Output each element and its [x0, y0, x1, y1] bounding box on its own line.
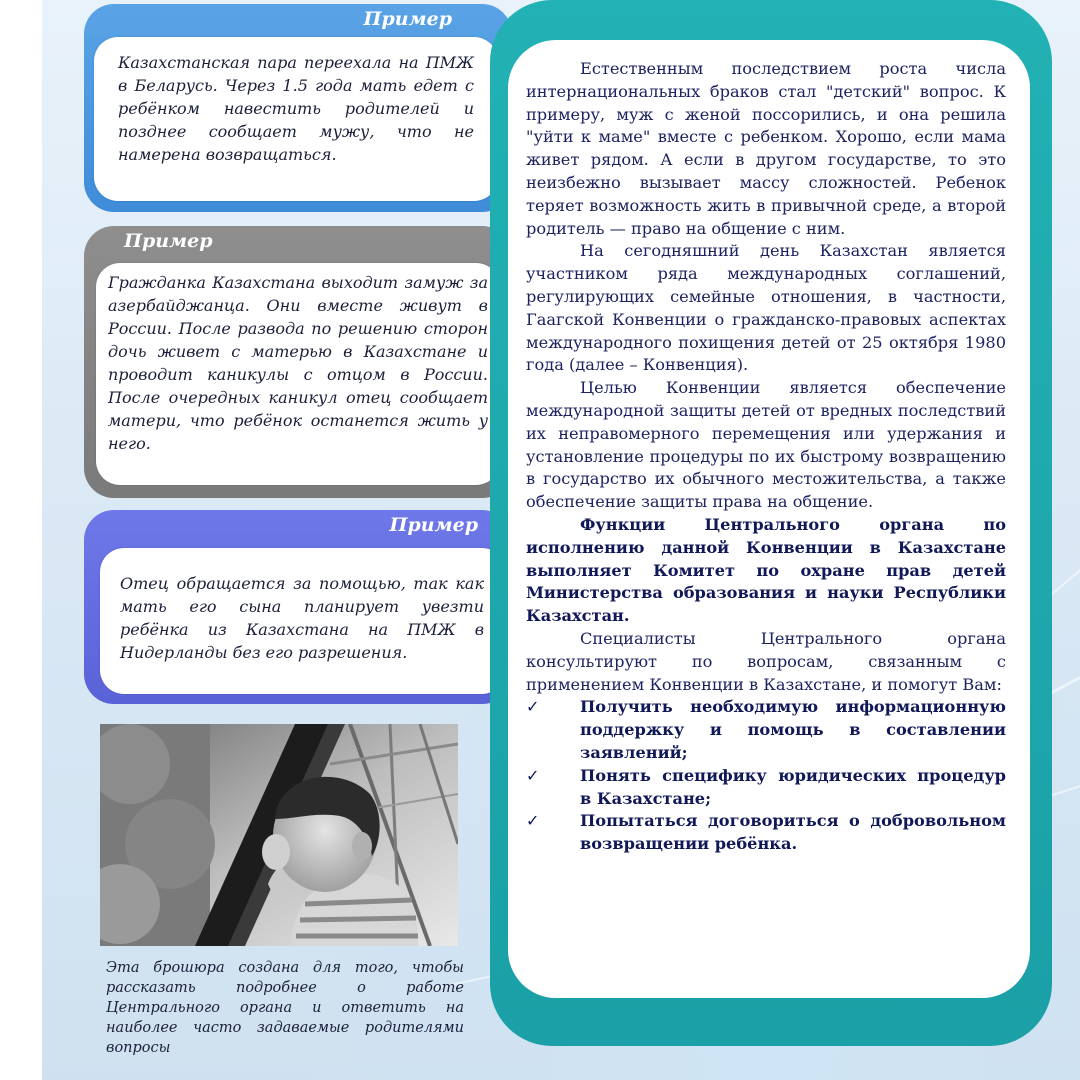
- check-icon: ✓: [526, 765, 540, 785]
- main-info-text: [526, 58, 1006, 856]
- example-text: Отец обращается за помощью, так как мать его сына планирует увезти ребёнка из Казахстана на ПМЖ в Нидерланды без его разрешения.: [120, 574, 484, 662]
- example-text: Казахстанская пара переехала на ПМЖ в Беларусь. Через 1.5 года мать едет с ребёнком навестить родителей и позднее сообщает мужу, что не намерена возвращаться.: [118, 53, 474, 164]
- paragraph-central-authority: Функции Центрального органа по исполнению данной Конвенции в Казахстане выполняет Комитет по охране прав детей Министерства образования и науки Республики Казахстан.: [526, 514, 1006, 626]
- check-item-text: Попытаться договориться о добровольном возвращении ребёнка.: [580, 811, 1006, 854]
- example-card-1: [84, 4, 512, 212]
- check-icon: ✓: [526, 811, 540, 831]
- example-title: Пример: [389, 514, 478, 536]
- check-item-text: Понять специфику юридических процедур в Казахстане;: [580, 765, 1006, 808]
- paragraph-conventions: На сегодняшний день Казахстан является участником ряда международных соглашений, регулирующих семейные отношения, в частности, Гаагской Конвенции о гражданско-правовых аспектах международного похищения детей от 25 октября 1980 года (далее – Конвенция).: [526, 241, 1006, 375]
- main-info-body: [508, 40, 1030, 998]
- example-card-3: [84, 510, 512, 704]
- example-body: [96, 263, 500, 485]
- check-icon: ✓: [526, 697, 540, 717]
- main-info-panel: [490, 0, 1052, 1046]
- brochure-caption: Эта брошюра создана для того, чтобы рассказать подробнее о работе Центрального органа и ответить на наиболее часто задаваемые родителями вопросы: [106, 960, 464, 1056]
- check-item-2: [526, 765, 1006, 811]
- check-item-text: Получить необходимую информационную поддержку и помощь в составлении заявлений;: [580, 697, 1006, 762]
- paragraph-specialists: Специалисты Центрального органа консультируют по вопросам, связанным с применением Конвенции в Казахстане, и помогут Вам:: [526, 628, 1006, 694]
- example-body: [100, 548, 506, 694]
- child-at-window-photo: [100, 724, 458, 946]
- example-title: Пример: [363, 8, 452, 30]
- check-item-3: [526, 810, 1006, 856]
- paragraph-intro: Естественным последствием роста числа интернациональных браков стал "детский" вопрос. К примеру, муж с женой поссорились, и она решила "уйти к маме" вместе с ребенком. Хорошо, если мама живет рядом. А если в другом государстве, то это неизбежно вызывает массу сложностей. Ребенок теряет возможность жить в привычной среде, а второй родитель — право на общение с ним.: [526, 59, 1006, 238]
- paragraph-goal: Целью Конвенции является обеспечение международной защиты детей от вредных последствий их неправомерного перемещения или удержания и установление процедуры по их быстрому возвращению в государство их обычного местожительства, а также обеспечение защиты права на общение.: [526, 378, 1006, 512]
- brochure-page: [42, 0, 1080, 1080]
- example-title: Пример: [124, 230, 213, 252]
- example-body: [94, 37, 498, 201]
- check-item-1: [526, 696, 1006, 764]
- example-card-2: [84, 226, 512, 498]
- example-text: Гражданка Казахстана выходит замуж за азербайджанца. Они вместе живут в России. После развода по решению сторон дочь живет с матерью в Казахстане и проводит каникулы с отцом в России. После очередных каникул отец сообщает матери, что ребёнок останется жить у него.: [108, 273, 488, 453]
